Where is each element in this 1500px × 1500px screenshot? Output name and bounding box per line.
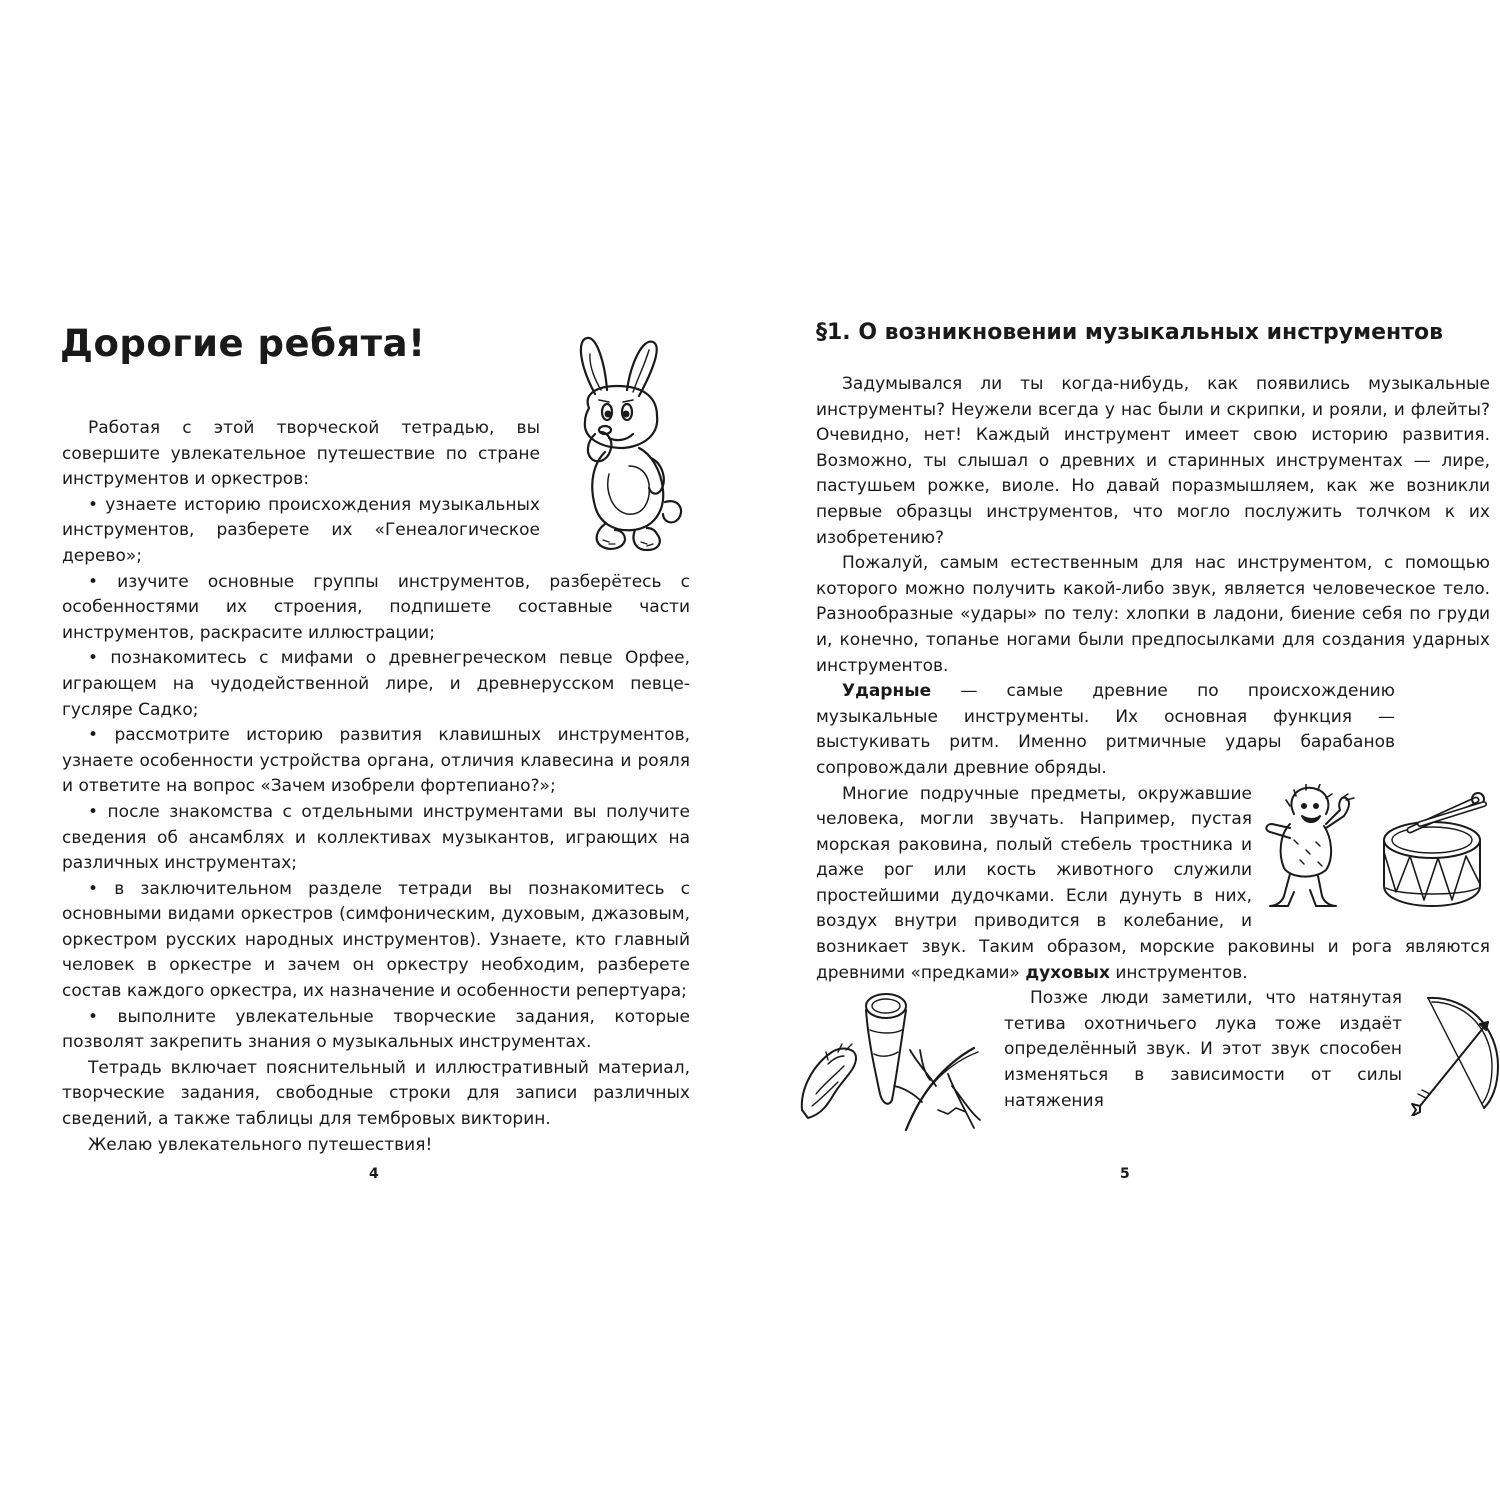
paragraph: Задумывался ли ты когда-нибудь, как появились музыкальные инструменты? Неужели всегда у нас были и скрипки, и рояли, и флейты? Очевидно, нет! Каждый инструмент имеет свою историю развития. Возможно, ты слышал о древних и старинных инструментах — лире, пастушьем рожке, виоле. Но давай поразмышляем, как же возникли первые образцы инструментов, что могло послужить толчком к их изобретению?	[816, 374, 1490, 548]
list-item: • изучите основные группы инструментов, разберётесь с особенностями их строения, подпишете составные части инструментов, раскрасите иллюстрации;	[62, 571, 690, 643]
paragraph: Позже люди заметили, что натянутая тетива охотничьего лука тоже издаёт определённый звук. И этот звук способен изменяться в зависимости от силы натяжения	[1004, 988, 1402, 1111]
paragraph	[816, 679, 1395, 781]
paragraph: Пожалуй, самым естественным для нас инструментом, с помощью которого можно получить какой-либо звук, является человеческое тело. Разнообразные «удары» по телу: хлопки в ладони, биение себя по груди и, конечно, топанье ногами были предпосылками для создания ударных инструментов.	[816, 553, 1490, 676]
paragraph-text: — самые древние по происхождению музыкальные инструменты. Их основная функция — выстукивать ритм. Именно ритмичные удары барабанов сопровождали древние обряды.	[816, 681, 1395, 778]
list-item: • познакомитесь с мифами о древнегреческом певце Орфее, играющем на чудодейственной лире, и древнерусском певце-гусляре Садко;	[62, 648, 690, 720]
section-title: §1. О возникновении музыкальных инструментов	[816, 320, 1444, 345]
summary-paragraph: Тетрадь включает пояснительный и иллюстративный материал, творческие задания, свободные строки для записи различных сведений, а также таблицы для тембровых викторин.	[62, 1057, 690, 1130]
caveman-illustration	[1266, 784, 1354, 906]
paragraph-text: Многие подручные предметы, окружавшие человека, могли звучать. Например, пустая морская раковина, полый стебель тростника и даже рог или кость животного служили простейшими дудочками. Если дунуть в них, воздух внутри приводится в колебание, и возникает звук. Таким образом, морские раковины и рога являются древними «предками»	[816, 783, 1490, 983]
list-item: • выполните увлекательные творческие задания, которые позволят закрепить знания о музыкальных инструментах.	[62, 1006, 690, 1053]
rabbit-spacer	[540, 416, 690, 566]
shell-horn-reed-illustration	[798, 990, 994, 1138]
page-title: Дорогие ребята!	[60, 322, 426, 365]
drum-illustration	[1384, 793, 1484, 906]
bold-term: Ударные	[842, 681, 932, 702]
section-text	[816, 372, 1490, 1138]
intro-paragraph: Работая с этой творческой тетрадью, вы совершите увлекательное путешествие по стране инструментов и оркестров:	[62, 418, 540, 490]
caveman-drum-illustration	[1260, 784, 1490, 912]
intro-text	[62, 416, 690, 1158]
page-number: 4	[369, 1166, 379, 1182]
paragraph-text: инструментов.	[1109, 962, 1248, 983]
list-item: • после знакомства с отдельными инструментами вы получите сведения об ансамблях и коллективах музыкантов, играющих на различных инструментах;	[62, 801, 690, 874]
page-number: 5	[1120, 1166, 1130, 1182]
bold-term: духовых	[1025, 962, 1110, 983]
list-item: • рассмотрите историю развития клавишных инструментов, узнаете особенности устройства органа, отличия клавесина и рояля и ответите на вопрос «Зачем изобрели фортепиано?»;	[62, 725, 690, 797]
closing-paragraph: Желаю увлекательного путешествия!	[88, 1134, 433, 1155]
list-item: • узнаете историю происхождения музыкальных инструментов, разберете их «Генеалогическое дерево»;	[62, 494, 540, 566]
bow-arrow-illustration	[1410, 990, 1500, 1116]
list-item: • в заключительном разделе тетради вы познакомитесь с основными видами оркестров (симфоническим, духовым, джазовым, оркестром русских народных инструментов). Узнаете, кто главный человек в оркестре и зачем он оркестру необходим, разберете состав каждого оркестра, их назначение и особенности репертуара;	[62, 878, 690, 1002]
right-page	[750, 0, 1500, 1500]
